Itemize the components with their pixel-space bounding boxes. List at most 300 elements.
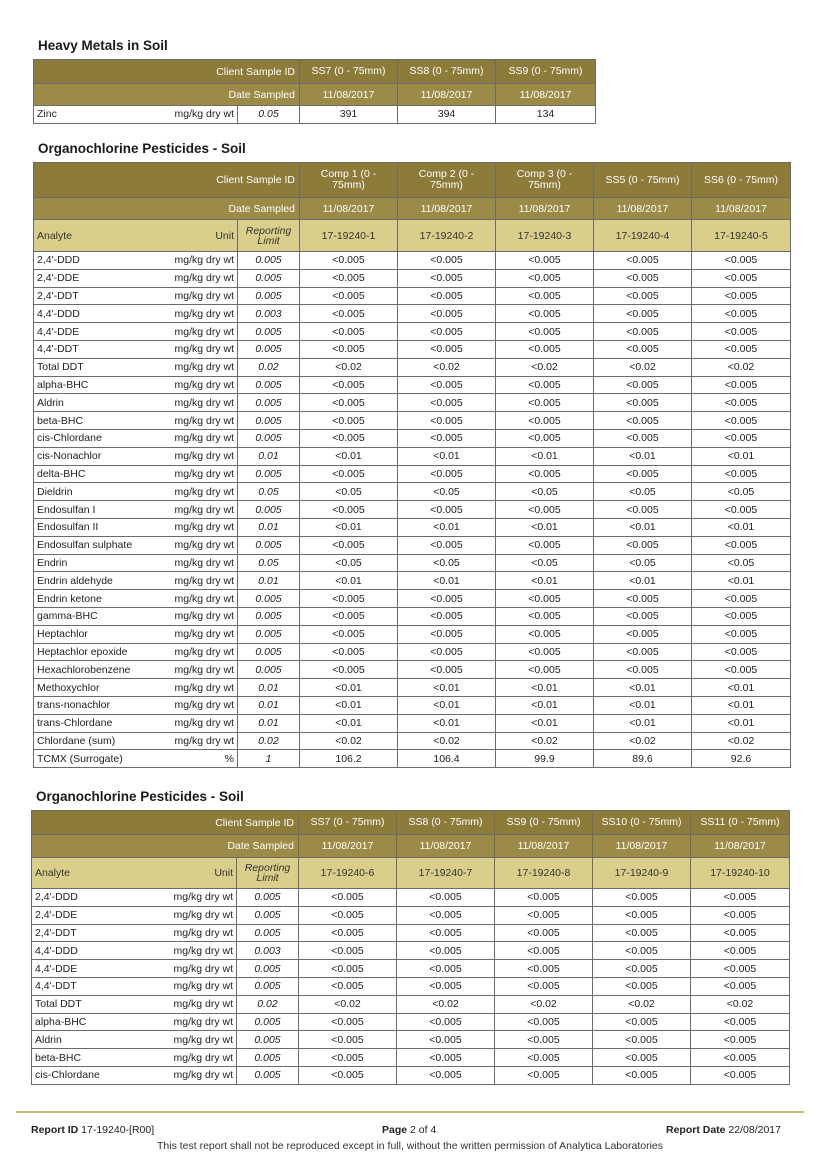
result-cell: <0.005 — [691, 1049, 790, 1067]
result-cell: <0.005 — [300, 429, 398, 447]
analyte-cell — [34, 465, 238, 483]
analyte-unit: mg/kg dry wt — [174, 485, 234, 498]
table-row — [34, 554, 791, 572]
analyte-unit: mg/kg dry wt — [173, 980, 233, 993]
analyte-cell — [32, 1049, 237, 1067]
reporting-limit-cell: 0.005 — [238, 625, 300, 643]
result-cell: <0.005 — [594, 412, 692, 430]
result-cell: <0.005 — [300, 625, 398, 643]
lab-id-cell: 17-19240-1 — [300, 220, 398, 252]
analyte-cell — [34, 305, 238, 323]
reporting-limit-cell: 0.005 — [238, 643, 300, 661]
result-cell: <0.005 — [496, 501, 594, 519]
analyte-name: alpha-BHC — [35, 1015, 87, 1028]
analyte-unit-wrap — [37, 628, 234, 640]
analyte-name: Endrin — [37, 556, 68, 569]
result-cell: <0.005 — [594, 340, 692, 358]
analyte-unit: mg/kg dry wt — [173, 962, 233, 975]
analyte-cell — [34, 106, 238, 124]
result-cell: <0.005 — [300, 465, 398, 483]
result-cell: <0.005 — [300, 323, 398, 341]
lab-id-cell: 17-19240-10 — [691, 858, 790, 889]
analyte-name: beta-BHC — [37, 414, 84, 427]
analyte-unit: mg/kg dry wt — [174, 361, 234, 374]
result-cell: <0.01 — [692, 679, 791, 697]
client-sample-id-label: Client Sample ID — [34, 163, 300, 198]
analyte-unit-wrap — [37, 379, 234, 391]
result-cell: <0.005 — [593, 977, 691, 995]
result-cell: <0.01 — [496, 572, 594, 590]
result-cell: <0.01 — [398, 447, 496, 465]
result-cell: <0.05 — [692, 483, 791, 501]
result-cell: <0.005 — [397, 1013, 495, 1031]
reporting-limit-cell: 0.005 — [237, 906, 299, 924]
analyte-name: 4,4'-DDD — [37, 307, 80, 320]
reporting-limit-cell: 0.005 — [237, 1013, 299, 1031]
result-cell: <0.005 — [594, 661, 692, 679]
result-cell: <0.01 — [300, 696, 398, 714]
reporting-limit-cell: 0.005 — [237, 889, 299, 907]
result-cell: <0.01 — [398, 714, 496, 732]
analyte-name: TCMX (Surrogate) — [37, 752, 123, 765]
result-cell: <0.02 — [398, 732, 496, 750]
analyte-name: Endrin aldehyde — [37, 574, 113, 587]
analyte-name: 2,4'-DDD — [37, 254, 80, 267]
analyte-unit-wrap — [37, 450, 234, 462]
client-sample-id-row — [34, 60, 596, 84]
date-cell: 11/08/2017 — [300, 198, 398, 220]
analyte-unit-wrap — [37, 326, 234, 338]
analyte-name: 2,4'-DDE — [35, 909, 78, 922]
result-cell: <0.005 — [397, 1031, 495, 1049]
result-cell: <0.05 — [496, 554, 594, 572]
result-cell: <0.005 — [692, 412, 791, 430]
result-cell: <0.005 — [594, 590, 692, 608]
analyte-cell — [32, 1013, 237, 1031]
analyte-unit-wrap — [35, 1052, 233, 1064]
lab-id-cell: 17-19240-5 — [692, 220, 791, 252]
client-sample-id-label: Client Sample ID — [34, 60, 300, 84]
result-cell: <0.005 — [691, 977, 790, 995]
result-cell: <0.005 — [692, 501, 791, 519]
result-cell: <0.02 — [692, 732, 791, 750]
result-cell: <0.005 — [691, 942, 790, 960]
analyte-unit-wrap — [37, 521, 234, 533]
result-cell: <0.005 — [692, 287, 791, 305]
table-row — [34, 732, 791, 750]
reporting-limit-cell: 0.005 — [238, 323, 300, 341]
client-sample-id-row — [32, 811, 790, 835]
analyte-unit: mg/kg dry wt — [173, 1033, 233, 1046]
analyte-unit: mg/kg dry wt — [174, 663, 234, 676]
ocp-table-2 — [31, 810, 790, 1085]
analyte-header-label: Analyte — [37, 229, 73, 242]
analyte-cell — [34, 429, 238, 447]
analyte-cell — [34, 252, 238, 270]
analyte-cell — [34, 287, 238, 305]
result-cell: <0.05 — [398, 483, 496, 501]
result-cell: <0.02 — [397, 995, 495, 1013]
table-row — [32, 960, 790, 978]
result-cell: <0.01 — [300, 714, 398, 732]
result-cell: <0.005 — [398, 536, 496, 554]
result-cell: <0.005 — [593, 1066, 691, 1084]
result-cell: <0.01 — [496, 714, 594, 732]
result-cell: <0.005 — [593, 906, 691, 924]
result-cell: <0.005 — [692, 269, 791, 287]
result-cell: <0.005 — [397, 924, 495, 942]
analyte-cell — [32, 1031, 237, 1049]
analyte-unit-wrap — [35, 909, 233, 921]
analyte-name: alpha-BHC — [37, 378, 89, 391]
result-cell: <0.005 — [496, 625, 594, 643]
analyte-unit-wrap — [37, 735, 234, 747]
analyte-cell — [32, 1066, 237, 1084]
table-row — [34, 269, 791, 287]
analyte-unit-wrap — [37, 397, 234, 409]
analyte-unit: mg/kg dry wt — [174, 556, 234, 569]
analyte-header-row — [32, 858, 790, 889]
table-row — [34, 465, 791, 483]
reporting-limit-header: Reporting Limit — [238, 220, 300, 252]
table-row — [34, 287, 791, 305]
result-cell: <0.01 — [496, 518, 594, 536]
analyte-name: Endrin ketone — [37, 592, 102, 605]
ocp-table-1 — [33, 162, 791, 768]
date-cell: 11/08/2017 — [691, 835, 790, 858]
analyte-header-row — [34, 220, 791, 252]
table-row — [32, 924, 790, 942]
result-cell: <0.005 — [691, 906, 790, 924]
analyte-cell — [34, 518, 238, 536]
analyte-unit-wrap — [37, 432, 234, 444]
table-row — [34, 412, 791, 430]
result-cell: <0.005 — [496, 607, 594, 625]
table-row — [34, 447, 791, 465]
reporting-limit-cell: 0.02 — [238, 358, 300, 376]
result-cell: <0.02 — [299, 995, 397, 1013]
analyte-unit: mg/kg dry wt — [174, 414, 234, 427]
analyte-unit: mg/kg dry wt — [173, 909, 233, 922]
result-cell: <0.005 — [594, 323, 692, 341]
result-cell: <0.05 — [398, 554, 496, 572]
sample-id-cell: Comp 2 (0 - 75mm) — [398, 163, 496, 198]
result-cell: <0.005 — [495, 960, 593, 978]
analyte-name: 4,4'-DDE — [37, 325, 80, 338]
result-cell: <0.02 — [594, 732, 692, 750]
sample-id-cell: SS7 (0 - 75mm) — [299, 811, 397, 835]
reporting-limit-cell: 0.01 — [238, 447, 300, 465]
analyte-cell — [34, 643, 238, 661]
client-sample-id-label: Client Sample ID — [32, 811, 299, 835]
date-cell: 11/08/2017 — [692, 198, 791, 220]
analyte-name: Methoxychlor — [37, 681, 100, 694]
result-cell: <0.005 — [300, 536, 398, 554]
result-cell: <0.005 — [299, 1031, 397, 1049]
reporting-limit-cell: 0.005 — [237, 977, 299, 995]
result-cell: <0.005 — [398, 394, 496, 412]
analyte-name: gamma-BHC — [37, 610, 98, 623]
analyte-cell — [34, 323, 238, 341]
table-row — [34, 376, 791, 394]
analyte-unit-wrap — [35, 927, 233, 939]
analyte-unit: mg/kg dry wt — [174, 289, 234, 302]
analyte-unit: mg/kg dry wt — [174, 717, 234, 730]
result-cell: <0.005 — [299, 1013, 397, 1031]
result-cell: <0.005 — [299, 942, 397, 960]
analyte-cell — [34, 536, 238, 554]
result-cell: <0.01 — [692, 447, 791, 465]
result-cell: <0.005 — [398, 305, 496, 323]
sample-id-cell: SS10 (0 - 75mm) — [593, 811, 691, 835]
analyte-unit-wrap — [37, 646, 234, 658]
result-cell: <0.01 — [594, 714, 692, 732]
result-cell: <0.005 — [300, 607, 398, 625]
analyte-cell — [34, 554, 238, 572]
heavy-metals-title: Heavy Metals in Soil — [38, 38, 168, 53]
analyte-name: Dieldrin — [37, 485, 73, 498]
table-row — [32, 1066, 790, 1084]
analyte-name: Total DDT — [37, 361, 84, 374]
reporting-limit-cell: 0.05 — [238, 483, 300, 501]
analyte-cell — [34, 696, 238, 714]
result-cell: <0.005 — [496, 465, 594, 483]
result-cell: <0.005 — [398, 643, 496, 661]
reporting-limit-cell: 0.005 — [238, 269, 300, 287]
result-cell: <0.005 — [692, 625, 791, 643]
analyte-unit: mg/kg dry wt — [174, 539, 234, 552]
analyte-unit-wrap — [35, 1016, 233, 1028]
reporting-limit-cell: 1 — [238, 750, 300, 768]
analyte-unit-wrap — [37, 361, 234, 373]
reporting-limit-cell: 0.005 — [238, 661, 300, 679]
result-cell: <0.005 — [692, 590, 791, 608]
table-row — [34, 572, 791, 590]
result-cell: <0.005 — [299, 960, 397, 978]
analyte-name: Aldrin — [37, 396, 64, 409]
analyte-cell — [34, 679, 238, 697]
analyte-name: Hexachlorobenzene — [37, 663, 131, 676]
lab-id-cell: 17-19240-9 — [593, 858, 691, 889]
result-cell: <0.005 — [496, 590, 594, 608]
result-cell: <0.005 — [496, 269, 594, 287]
table-row — [34, 750, 791, 768]
result-cell: <0.02 — [691, 995, 790, 1013]
analyte-unit: mg/kg dry wt — [174, 108, 234, 121]
reporting-limit-cell: 0.003 — [238, 305, 300, 323]
table-row — [34, 323, 791, 341]
reporting-limit-cell: 0.005 — [238, 340, 300, 358]
result-cell: <0.005 — [692, 376, 791, 394]
result-cell: <0.005 — [594, 287, 692, 305]
result-cell: 92.6 — [692, 750, 791, 768]
result-cell: <0.01 — [594, 447, 692, 465]
result-cell: <0.005 — [397, 1066, 495, 1084]
reporting-limit-cell: 0.01 — [238, 518, 300, 536]
result-cell: <0.005 — [594, 252, 692, 270]
table-row — [34, 394, 791, 412]
footer-page-number: Page 2 of 4 — [382, 1124, 437, 1136]
result-cell: 106.4 — [398, 750, 496, 768]
result-cell: <0.005 — [692, 252, 791, 270]
result-cell: <0.01 — [398, 696, 496, 714]
result-cell: <0.005 — [496, 340, 594, 358]
table-row — [34, 483, 791, 501]
reporting-limit-cell: 0.005 — [237, 924, 299, 942]
result-cell: <0.01 — [594, 679, 692, 697]
reporting-limit-cell: 0.01 — [238, 714, 300, 732]
analyte-name: Aldrin — [35, 1033, 62, 1046]
result-cell: <0.005 — [594, 394, 692, 412]
table-row — [32, 906, 790, 924]
result-cell: <0.005 — [496, 661, 594, 679]
analyte-unit: mg/kg dry wt — [174, 432, 234, 445]
analyte-name: Heptachlor — [37, 628, 88, 641]
result-cell: <0.02 — [398, 358, 496, 376]
analyte-unit: mg/kg dry wt — [174, 574, 234, 587]
result-cell: <0.005 — [692, 323, 791, 341]
date-sampled-row — [34, 198, 791, 220]
analyte-unit: mg/kg dry wt — [174, 699, 234, 712]
sample-id-cell: Comp 3 (0 - 75mm) — [496, 163, 594, 198]
reporting-limit-header: Reporting Limit — [237, 858, 299, 889]
result-cell: <0.005 — [692, 305, 791, 323]
result-cell: <0.005 — [300, 394, 398, 412]
result-cell: <0.005 — [495, 977, 593, 995]
analyte-name: Endosulfan I — [37, 503, 96, 516]
analyte-unit: mg/kg dry wt — [174, 343, 234, 356]
result-cell: <0.005 — [692, 607, 791, 625]
reporting-limit-cell: 0.005 — [238, 465, 300, 483]
result-cell: <0.005 — [300, 501, 398, 519]
sample-id-cell: Comp 1 (0 - 75mm) — [300, 163, 398, 198]
analyte-unit-wrap — [37, 468, 234, 480]
result-cell: <0.005 — [299, 1066, 397, 1084]
analyte-name: 4,4'-DDD — [35, 944, 78, 957]
date-cell: 11/08/2017 — [495, 835, 593, 858]
result-cell: <0.005 — [593, 889, 691, 907]
result-cell: <0.01 — [692, 572, 791, 590]
analyte-unit: mg/kg dry wt — [174, 450, 234, 463]
result-cell: <0.005 — [594, 429, 692, 447]
result-cell: <0.005 — [593, 1049, 691, 1067]
result-cell: <0.01 — [496, 696, 594, 714]
analyte-name: 2,4'-DDE — [37, 272, 80, 285]
table-row — [34, 661, 791, 679]
analyte-name: cis-Chlordane — [35, 1069, 100, 1082]
result-cell: <0.01 — [300, 679, 398, 697]
analyte-unit-wrap — [35, 963, 233, 975]
date-sampled-label: Date Sampled — [32, 835, 299, 858]
sample-id-cell: SS8 (0 - 75mm) — [397, 811, 495, 835]
analyte-unit-wrap — [37, 272, 234, 284]
result-cell: <0.005 — [496, 305, 594, 323]
analyte-unit-wrap — [37, 486, 234, 498]
result-cell: <0.01 — [398, 572, 496, 590]
footer-report-id: Report ID 17-19240-[R00] — [31, 1124, 155, 1136]
analyte-unit: mg/kg dry wt — [173, 926, 233, 939]
analyte-name: Heptachlor epoxide — [37, 645, 128, 658]
table-row — [34, 429, 791, 447]
table-row — [32, 1013, 790, 1031]
analyte-unit-wrap — [37, 290, 234, 302]
reporting-limit-cell: 0.005 — [237, 1049, 299, 1067]
table-row — [34, 501, 791, 519]
result-cell: <0.005 — [594, 607, 692, 625]
result-cell: <0.005 — [495, 1013, 593, 1031]
analyte-unit-wrap — [35, 1069, 233, 1081]
analyte-unit-wrap — [37, 230, 234, 242]
analyte-cell — [34, 376, 238, 394]
analyte-name: beta-BHC — [35, 1051, 82, 1064]
table-row — [32, 1031, 790, 1049]
result-cell: <0.005 — [398, 625, 496, 643]
reporting-limit-cell: 0.005 — [238, 501, 300, 519]
date-cell: 11/08/2017 — [299, 835, 397, 858]
result-cell: <0.005 — [495, 1049, 593, 1067]
result-cell: 134 — [496, 106, 596, 124]
analyte-unit-wrap — [37, 557, 234, 569]
result-cell: <0.005 — [299, 1049, 397, 1067]
result-cell: <0.005 — [398, 590, 496, 608]
lab-id-cell: 17-19240-4 — [594, 220, 692, 252]
result-cell: <0.005 — [300, 252, 398, 270]
reporting-limit-cell: 0.01 — [238, 572, 300, 590]
result-cell: <0.02 — [496, 358, 594, 376]
table-row — [32, 1049, 790, 1067]
table-row — [34, 714, 791, 732]
result-cell: <0.05 — [496, 483, 594, 501]
result-cell: <0.005 — [691, 960, 790, 978]
analyte-name: cis-Nonachlor — [37, 450, 102, 463]
analyte-unit: mg/kg dry wt — [174, 521, 234, 534]
date-cell: 11/08/2017 — [300, 84, 398, 106]
sample-id-cell: SS11 (0 - 75mm) — [691, 811, 790, 835]
date-cell: 11/08/2017 — [398, 198, 496, 220]
result-cell: 99.9 — [496, 750, 594, 768]
table-row — [34, 518, 791, 536]
result-cell: <0.005 — [398, 340, 496, 358]
result-cell: <0.005 — [692, 661, 791, 679]
analyte-unit: mg/kg dry wt — [174, 734, 234, 747]
reporting-limit-cell: 0.05 — [238, 554, 300, 572]
analyte-unit: mg/kg dry wt — [173, 1015, 233, 1028]
sample-id-cell: SS5 (0 - 75mm) — [594, 163, 692, 198]
result-cell: 394 — [398, 106, 496, 124]
analyte-unit-wrap — [37, 343, 234, 355]
result-cell: <0.005 — [691, 1013, 790, 1031]
analyte-name: 4,4'-DDT — [35, 980, 77, 993]
table-row — [34, 305, 791, 323]
result-cell: <0.05 — [300, 483, 398, 501]
analyte-unit-wrap — [37, 504, 234, 516]
result-cell: 391 — [300, 106, 398, 124]
analyte-cell — [32, 924, 237, 942]
result-cell: <0.005 — [692, 394, 791, 412]
result-cell: <0.005 — [593, 924, 691, 942]
analyte-name: 2,4'-DDD — [35, 891, 78, 904]
analyte-cell — [34, 661, 238, 679]
result-cell: <0.005 — [397, 942, 495, 960]
analyte-name: 2,4'-DDT — [35, 926, 77, 939]
reporting-limit-cell: 0.005 — [238, 252, 300, 270]
result-cell: <0.005 — [692, 536, 791, 554]
result-cell: <0.005 — [398, 252, 496, 270]
result-cell: <0.005 — [692, 340, 791, 358]
analyte-cell — [32, 960, 237, 978]
result-cell: 106.2 — [300, 750, 398, 768]
result-cell: <0.005 — [398, 287, 496, 305]
